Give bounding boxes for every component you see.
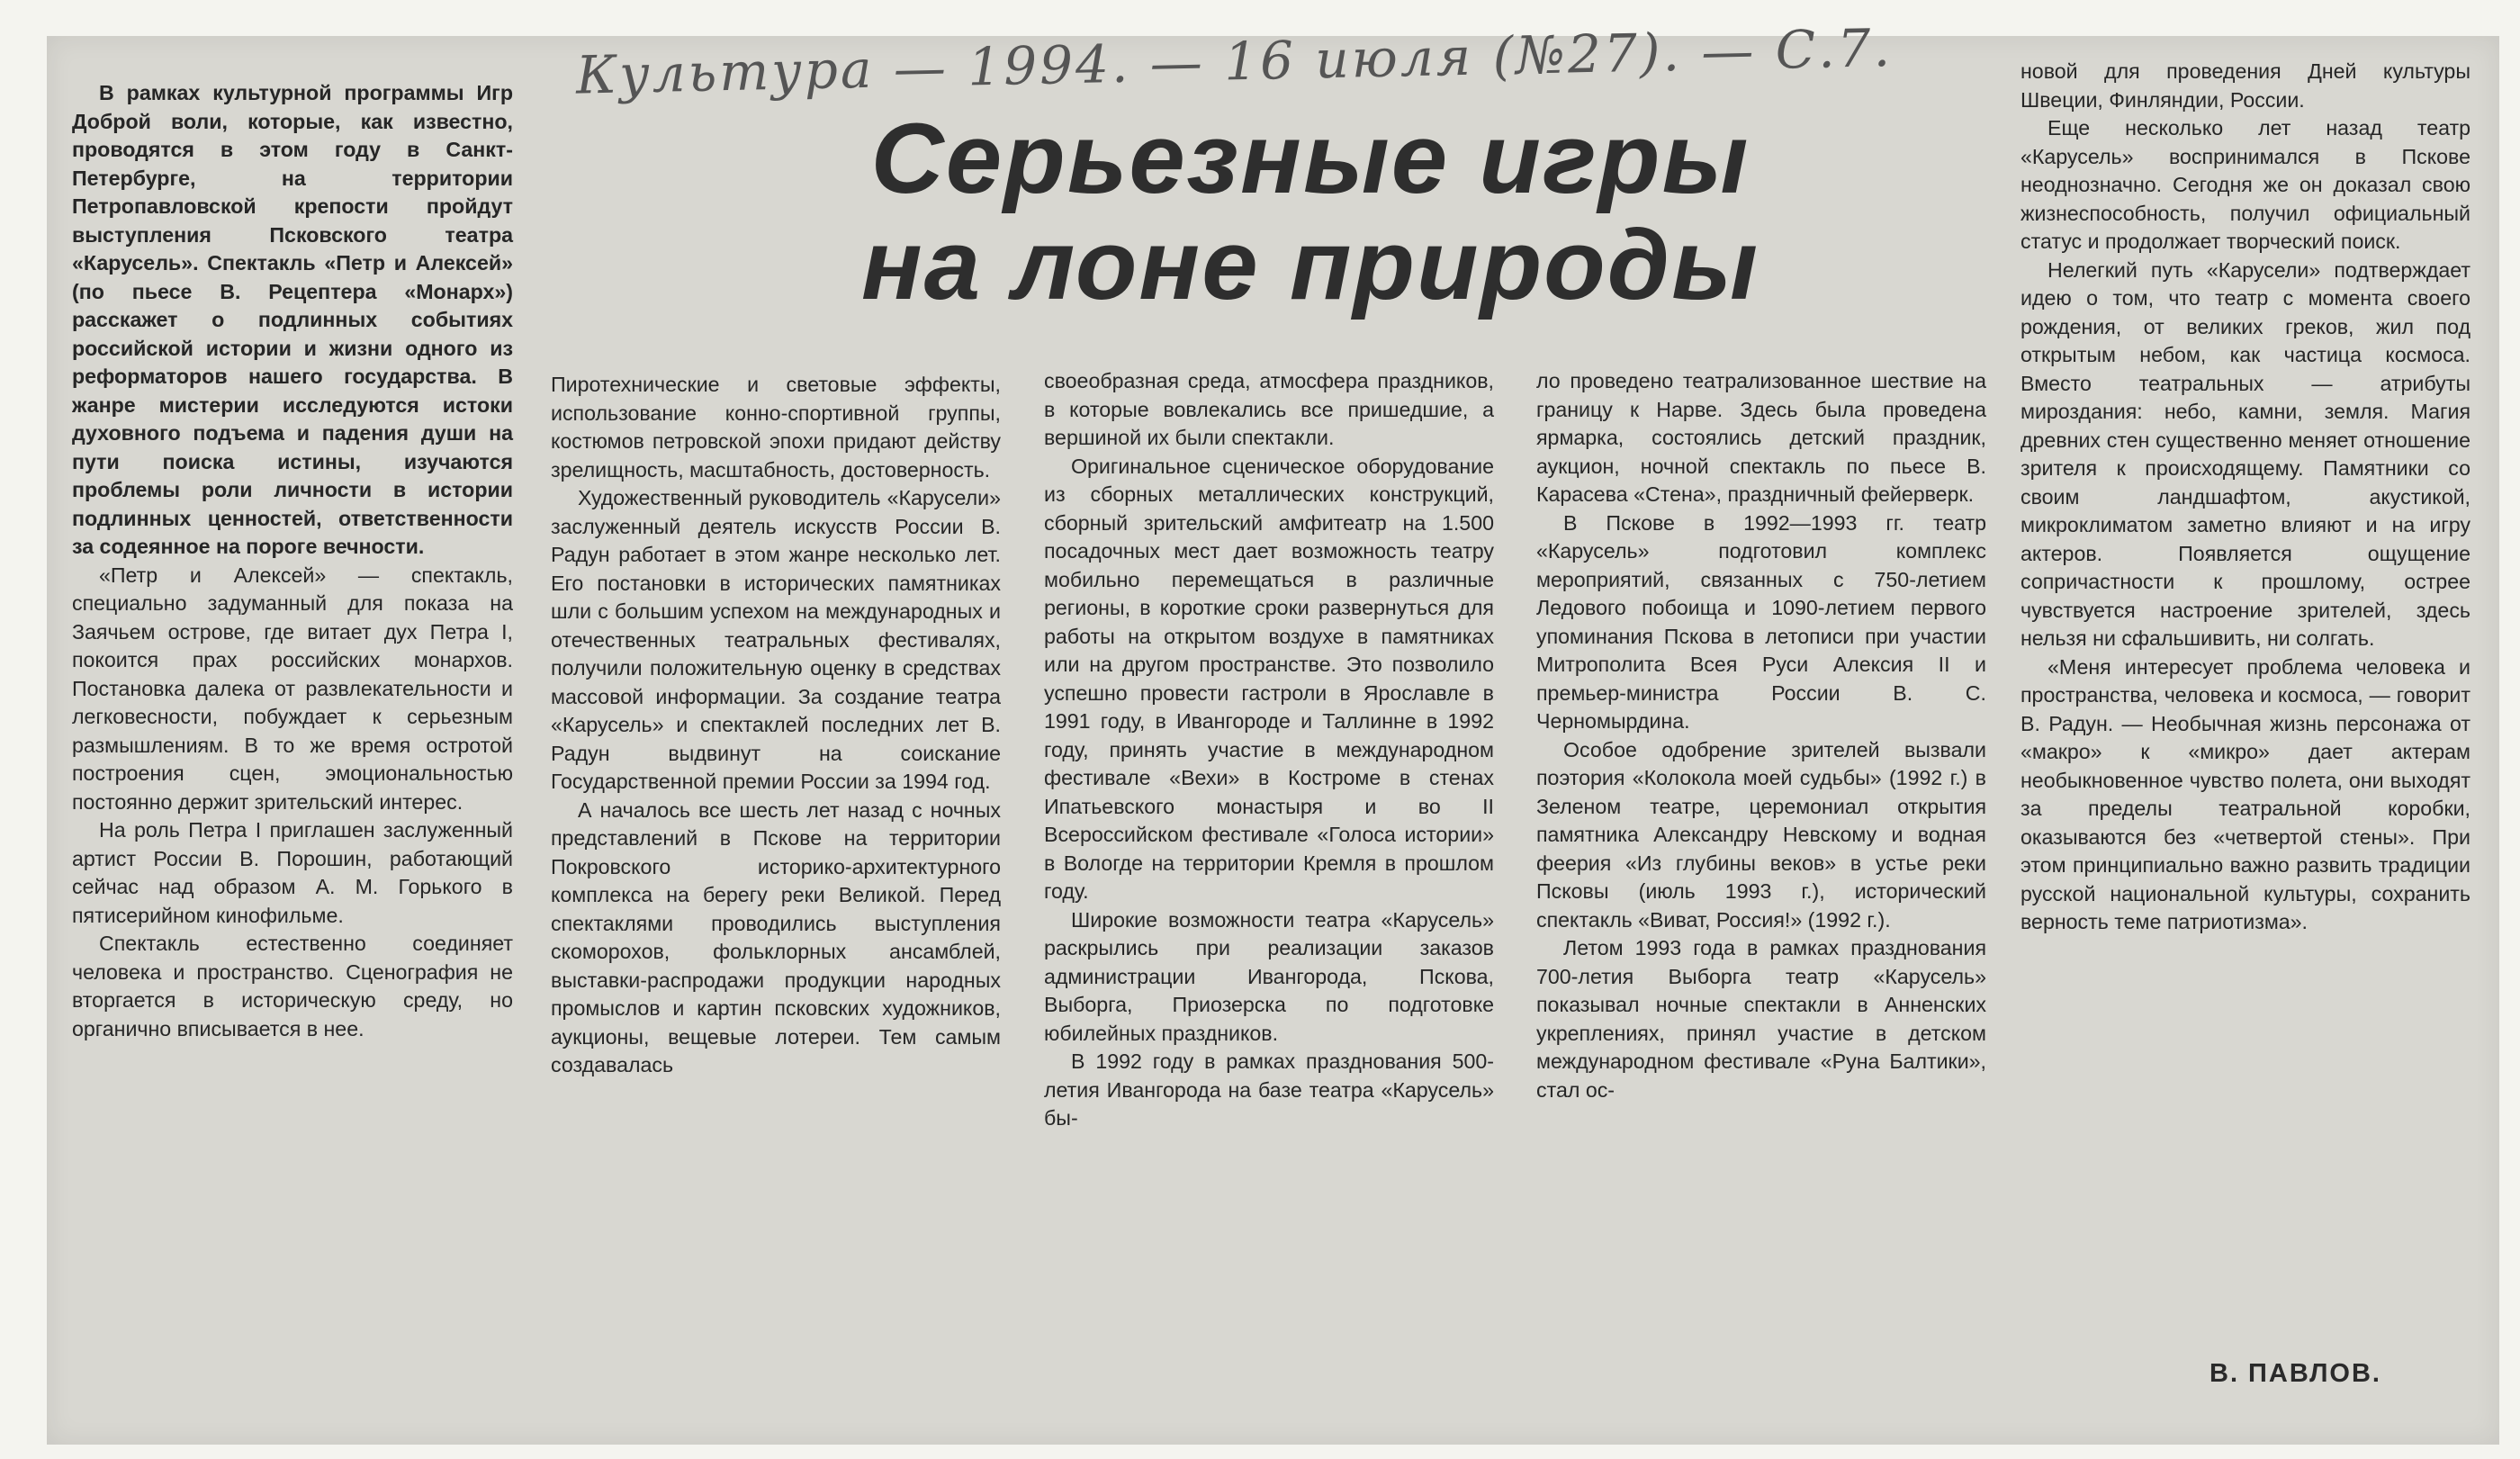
article-column-5	[2020, 58, 2470, 937]
article-column-1	[72, 79, 513, 1043]
headline-line-1: Серьезные игры	[870, 104, 1750, 214]
headline-line-2: на лоне природы	[860, 210, 1760, 320]
article-paragraph: В 1992 году в рамках празднования 500-летия Ивангорода на базе театра «Карусель» бы-	[1044, 1049, 1494, 1130]
article-paragraph: новой для проведения Дней культуры Швеции, Финляндии, России.	[2020, 59, 2470, 112]
article-paragraph: Нелегкий путь «Карусели» подтверждает идею о том, что театр с момента своего рождения, от великих греков, жил под открытым небом, как частица космоса. Вместо театральных — атрибуты мироздания: небо, камни, земля. Магия древних стен существенно меняет отношение зрителя к происходящему. Памятники со своим ландшафтом, акустикой, микроклиматом заметно влияют и на игру актеров. Появляется ощущение сопричастности к прошлому, острее чувствуется настроение зрителей, здесь нельзя ни сфальшивить, ни солгать.	[2020, 257, 2470, 650]
article-paragraph: А началось все шесть лет назад с ночных представлений в Пскове на территории Покровского историко-архитектурного комплекса на берегу реки Великой. Перед спектаклями проводились выступления скоморохов, фольклорных ансамблей, выставки-распродажи продукции народных промыслов и картин псковских художников, аукционы, вещевые лотереи. Тем самым создавалась	[551, 797, 1001, 1076]
article-column-2	[551, 371, 1001, 1080]
article-paragraph: «Меня интересует проблема человека и пространства, человека и космоса, — говорит В. Радун. — Необычная жизнь персонажа от «макро» к «микро» дает актерам необыкновенное чувство полета, они выходят за пределы театральной коробки, оказываются без «четвертой стены». При этом принципиально важно развить традиции русской национальной культуры, сохранить верность теме патриотизма».	[2020, 654, 2470, 933]
article-paragraph: ло проведено театрализованное шествие на границу к Нарве. Здесь была проведена ярмарка, состоялись детский праздник, аукцион, ночной спектакль по пьесе В. Карасева «Стена», праздничный фейерверк.	[1536, 369, 1986, 506]
article-paragraph: своеобразная среда, атмосфера праздников, в которые вовлекались все пришедшие, а вершиной их были спектакли.	[1044, 369, 1494, 449]
article-paragraph: В рамках культурной программы Игр Доброй воли, которые, как известно, проводятся в этом году в Санкт-Петербурге, на территории Петропавловской крепости пройдут выступления Псковского театра «Карусель». Спектакль «Петр и Алексей» (по пьесе В. Рецептера «Монарх») расскажет о подлинных событиях российской истории и жизни одного из реформаторов нашего государства. В жанре мистерии исследуются истоки духовного подъема и падения души на пути поиска истины, изучаются проблемы роли личности в истории подлинных ценностей, ответственности за содеянное на пороге вечности.	[72, 81, 513, 558]
article-paragraph: Особое одобрение зрителей вызвали поэтория «Колокола моей судьбы» (1992 г.) в Зеленом театре, церемониал открытия памятника Александру Невскому и водная феерия «Из глубины веков» в устье реки Псковы (июль 1993 г.), исторический спектакль «Виват, Россия!» (1992 г.).	[1536, 737, 1986, 932]
article-paragraph: «Петр и Алексей» — спектакль, специально задуманный для показа на Заячьем острове, где витает дух Петра I, покоится прах российских монархов. Постановка далека от развлекательности и легковесности, побуждает к серьезным размышлениям. В то же время остротой построения сцен, эмоциональностью постоянно держит зрительский интерес.	[72, 563, 513, 814]
article-column-4	[1536, 367, 1986, 1104]
headline	[732, 106, 1888, 319]
article-paragraph: На роль Петра I приглашен заслуженный артист России В. Порошин, работающий сейчас над образом А. М. Горького в пятисерийном кинофильме.	[72, 818, 513, 927]
author-byline: В. ПАВЛОВ.	[2210, 1359, 2381, 1388]
article-paragraph: Оригинальное сценическое оборудование из сборных металлических конструкций, сборный зрительский амфитеатр на 1.500 посадочных мест дает возможность театру мобильно перемещаться в различные регионы, в короткие сроки развернуться для работы на открытом воздухе в памятниках или на другом пространстве. Это позволило успешно провести гастроли в Ярославле в 1991 году, в Ивангороде и Таллинне в 1992 году, принять участие в международном фестивале «Вехи» в Костроме в стенах Ипатьевского монастыря и во II Всероссийском фестивале «Голоса истории» в Вологде на территории Кремля в прошлом году.	[1044, 454, 1494, 903]
article-paragraph: В Пскове в 1992—1993 гг. театр «Карусель» подготовил комплекс мероприятий, связанных с 750-летием Ледового побоища и 1090-летием первого упоминания Пскова в летописи при участии Митрополита Всея Руси Алексия II и премьер-министра России В. С. Черномырдина.	[1536, 510, 1986, 733]
article-paragraph: Широкие возможности театра «Карусель» раскрылись при реализации заказов администрации Ивангорода, Пскова, Выборга, Приозерска по подготовке юбилейных праздников.	[1044, 907, 1494, 1045]
handwritten-citation-note: Культура — 1994. — 16 июля (№27). — С.7.	[575, 16, 1894, 106]
article-paragraph: Летом 1993 года в рамках празднования 700-летия Выборга театр «Карусель» показывал ночные спектакли в Анненских укреплениях, принял участие в детском международном фестивале «Руна Балтики», стал ос-	[1536, 936, 1986, 1102]
article-paragraph: Художественный руководитель «Карусели» заслуженный деятель искусств России В. Радун работает в этом жанре несколько лет. Его постановки в исторических памятниках шли с большим успехом на международных и отечественных театральных фестивалях, получили положительную оценку в средствах массовой информации. За создание театра «Карусель» и спектаклей последних лет В. Радун выдвинут на соискание Государственной премии России за 1994 год.	[551, 486, 1001, 793]
article-column-3	[1044, 367, 1494, 1133]
article-paragraph: Еще несколько лет назад театр «Карусель» воспринимался в Пскове неоднозначно. Сегодня же он доказал свою жизнеспособность, получил официальный статус и продолжает творческий поиск.	[2020, 116, 2470, 253]
article-paragraph: Пиротехнические и световые эффекты, использование конно-спортивной группы, костюмов петровской эпохи придают действу зрелищность, масштабность, достоверность.	[551, 373, 1001, 482]
article-paragraph: Спектакль естественно соединяет человека и пространство. Сценография не вторгается в историческую среду, но органично вписывается в нее.	[72, 932, 513, 1040]
